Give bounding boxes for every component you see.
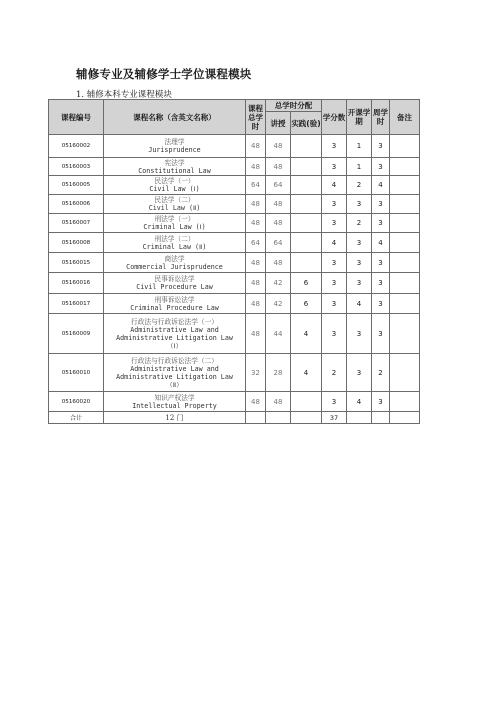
total-course-count: 12 门 — [104, 412, 246, 424]
semester: 2 — [347, 176, 372, 195]
weekly-hours: 2 — [372, 354, 390, 392]
course-name-zh: 刑事诉讼法学 — [154, 295, 195, 304]
total-credits: 37 — [322, 412, 347, 424]
header-course-name: 课程名称（含英文名称） — [104, 100, 246, 135]
course-name-zh: 民事诉讼法学 — [154, 275, 195, 283]
total-remarks-empty — [390, 412, 420, 424]
credits: 3 — [322, 294, 347, 314]
table-row — [49, 273, 420, 294]
course-name-en: Criminal Procedure Law — [130, 303, 219, 312]
table-row — [49, 233, 420, 253]
semester: 2 — [347, 214, 372, 233]
weekly-hours: 3 — [372, 195, 390, 214]
course-code: 05160008 — [49, 233, 104, 253]
section-subtitle: 1. 辅修本科专业课程模块 — [76, 90, 172, 100]
course-code: 05160009 — [49, 314, 104, 354]
table-row — [49, 135, 420, 158]
total-hours: 48 — [246, 314, 266, 354]
course-name-en: Intellectual Property — [132, 401, 217, 410]
total-hours: 64 — [246, 176, 266, 195]
remarks — [390, 253, 420, 273]
remarks — [390, 176, 420, 195]
semester: 3 — [347, 314, 372, 354]
header-remarks: 备注 — [390, 100, 420, 135]
credits: 3 — [322, 158, 347, 176]
practice-hours: 4 — [291, 314, 322, 354]
course-code: 05160003 — [49, 158, 104, 176]
course-code: 05160010 — [49, 354, 104, 392]
credits: 3 — [322, 253, 347, 273]
practice-hours — [291, 233, 322, 253]
lecture-hours: 28 — [266, 354, 291, 392]
remarks — [390, 135, 420, 158]
total-semester-empty — [347, 412, 372, 424]
total-row — [49, 412, 420, 424]
total-hours: 64 — [246, 233, 266, 253]
course-name-zh: 知识产权法学 — [154, 393, 195, 402]
practice-hours — [291, 158, 322, 176]
weekly-hours: 3 — [372, 273, 390, 294]
practice-hours — [291, 214, 322, 233]
table-row — [49, 294, 420, 314]
lecture-hours: 48 — [266, 135, 291, 158]
credits: 3 — [322, 135, 347, 158]
course-name-zh: 民法学（二） — [154, 196, 195, 204]
course-name — [104, 294, 246, 314]
header-credits: 学分数 — [322, 100, 347, 135]
total-hours: 48 — [246, 158, 266, 176]
table-row — [49, 253, 420, 273]
total-label: 合计 — [49, 412, 104, 424]
table-row — [49, 354, 420, 392]
course-name — [104, 253, 246, 273]
course-name-zh: 刑法学（二） — [154, 234, 195, 243]
credits: 4 — [322, 176, 347, 195]
credits: 4 — [322, 233, 347, 253]
weekly-hours: 3 — [372, 392, 390, 412]
course-name-en: Administrative Law and — [130, 364, 219, 373]
course-name — [104, 158, 246, 176]
table-row — [49, 214, 420, 233]
course-name-en: Commercial Jurisprudence — [126, 262, 223, 271]
course-name-en: （Ⅱ） — [166, 380, 183, 389]
course-code: 05160006 — [49, 195, 104, 214]
remarks — [390, 354, 420, 392]
table-row — [49, 158, 420, 176]
credits: 3 — [322, 273, 347, 294]
semester: 3 — [347, 354, 372, 392]
course-code: 05160002 — [49, 135, 104, 158]
course-name — [104, 392, 246, 412]
remarks — [390, 314, 420, 354]
table-row — [49, 392, 420, 412]
practice-hours — [291, 253, 322, 273]
header-total-hours: 课程总学时 — [246, 100, 266, 135]
weekly-hours: 3 — [372, 314, 390, 354]
course-name — [104, 314, 246, 354]
course-code: 05160020 — [49, 392, 104, 412]
course-name — [104, 273, 246, 294]
course-name-en: Constitutional Law — [138, 166, 211, 175]
practice-hours: 6 — [291, 294, 322, 314]
lecture-hours: 64 — [266, 233, 291, 253]
table-row — [49, 195, 420, 214]
remarks — [390, 195, 420, 214]
semester: 4 — [347, 294, 372, 314]
practice-hours — [291, 135, 322, 158]
lecture-hours: 42 — [266, 294, 291, 314]
course-name — [104, 214, 246, 233]
total-practice-empty — [291, 412, 322, 424]
practice-hours — [291, 392, 322, 412]
lecture-hours: 44 — [266, 314, 291, 354]
header-practice: 实践(验) — [291, 112, 322, 135]
table-row — [49, 176, 420, 195]
course-name — [104, 135, 246, 158]
header-course-code: 课程编号 — [49, 100, 104, 135]
weekly-hours: 3 — [372, 158, 390, 176]
course-name-en: Administrative Law and — [130, 325, 219, 334]
course-table — [48, 99, 420, 424]
semester: 3 — [347, 195, 372, 214]
weekly-hours: 3 — [372, 294, 390, 314]
course-code: 05160007 — [49, 214, 104, 233]
lecture-hours: 48 — [266, 195, 291, 214]
header-semester: 开课学期 — [347, 100, 372, 135]
header-weekly-hours: 周学时 — [372, 100, 390, 135]
course-name-en: Civil Procedure Law — [136, 283, 213, 291]
total-hours: 48 — [246, 253, 266, 273]
course-name-zh: 行政法与行政诉讼法学（二） — [131, 356, 218, 365]
lecture-hours: 48 — [266, 214, 291, 233]
semester: 1 — [347, 135, 372, 158]
lecture-hours: 48 — [266, 253, 291, 273]
semester: 4 — [347, 392, 372, 412]
remarks — [390, 294, 420, 314]
course-name-en: Jurisprudence — [148, 146, 201, 154]
course-name-en: Civil Law (Ⅰ) — [149, 185, 200, 193]
remarks — [390, 233, 420, 253]
total-hours: 48 — [246, 195, 266, 214]
total-hours: 32 — [246, 354, 266, 392]
course-name — [104, 354, 246, 392]
remarks — [390, 392, 420, 412]
practice-hours: 6 — [291, 273, 322, 294]
semester: 3 — [347, 273, 372, 294]
course-name-zh: 刑法学（一） — [154, 215, 195, 223]
practice-hours — [291, 195, 322, 214]
total-hours: 48 — [246, 273, 266, 294]
practice-hours — [291, 176, 322, 195]
credits: 3 — [322, 214, 347, 233]
credits: 3 — [322, 195, 347, 214]
course-name-zh: 民法学（一） — [154, 177, 195, 185]
total-weekly-empty — [372, 412, 390, 424]
course-name-en: （Ⅰ） — [166, 341, 183, 350]
weekly-hours: 3 — [372, 253, 390, 273]
weekly-hours: 4 — [372, 176, 390, 195]
table-row — [49, 314, 420, 354]
total-hours-empty — [246, 412, 266, 424]
credits: 2 — [322, 354, 347, 392]
course-name-en: Criminal Law (Ⅱ) — [142, 242, 207, 251]
lecture-hours: 64 — [266, 176, 291, 195]
total-hours: 48 — [246, 392, 266, 412]
course-name-en: Civil Law (Ⅱ) — [148, 204, 201, 212]
course-name-en: Administrative Litigation Law — [116, 372, 233, 381]
course-code: 05160016 — [49, 273, 104, 294]
course-name-zh: 行政法与行政诉讼法学（一） — [131, 317, 218, 326]
semester: 1 — [347, 158, 372, 176]
course-name-zh: 商法学 — [164, 254, 185, 263]
lecture-hours: 48 — [266, 158, 291, 176]
practice-hours: 4 — [291, 354, 322, 392]
total-hours: 48 — [246, 214, 266, 233]
weekly-hours: 3 — [372, 214, 390, 233]
header-lecture: 讲授 — [266, 112, 291, 135]
page-title: 辅修专业及辅修学士学位课程模块 — [76, 67, 252, 81]
semester: 3 — [347, 253, 372, 273]
weekly-hours: 4 — [372, 233, 390, 253]
credits: 3 — [322, 392, 347, 412]
course-name-en: Administrative Litigation Law — [116, 333, 233, 342]
course-name — [104, 176, 246, 195]
weekly-hours: 3 — [372, 135, 390, 158]
total-lecture-empty — [266, 412, 291, 424]
course-name-zh: 宪法学 — [164, 158, 185, 167]
course-table-body — [49, 135, 420, 424]
total-hours: 48 — [246, 135, 266, 158]
lecture-hours: 42 — [266, 273, 291, 294]
course-code: 05160015 — [49, 253, 104, 273]
lecture-hours: 48 — [266, 392, 291, 412]
course-code: 05160005 — [49, 176, 104, 195]
course-name — [104, 233, 246, 253]
remarks — [390, 158, 420, 176]
total-hours: 48 — [246, 294, 266, 314]
remarks — [390, 214, 420, 233]
course-name — [104, 195, 246, 214]
header-hours-allocation: 总学时分配 — [266, 100, 322, 112]
credits: 3 — [322, 314, 347, 354]
course-name-zh: 法理学 — [164, 138, 185, 146]
semester: 3 — [347, 233, 372, 253]
course-name-en: Criminal Law (Ⅰ) — [143, 223, 206, 231]
remarks — [390, 273, 420, 294]
course-code: 05160017 — [49, 294, 104, 314]
